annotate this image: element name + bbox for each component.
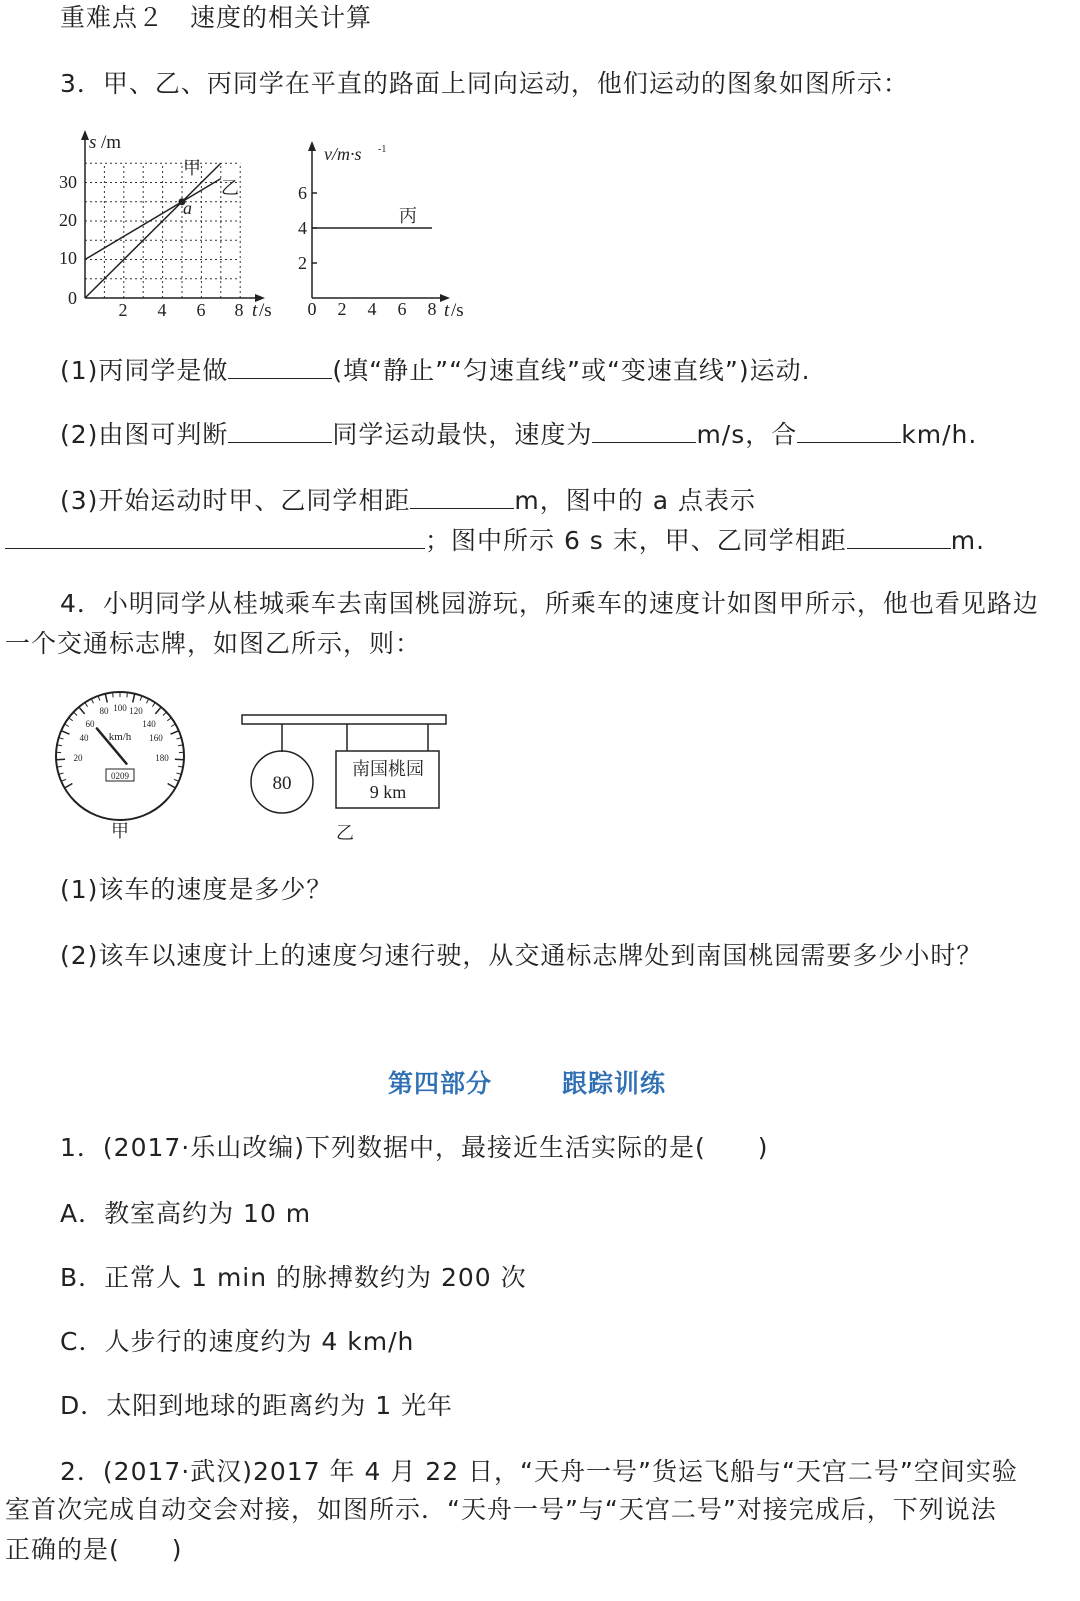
speedo-tick-mark — [146, 699, 148, 703]
st-xtick: 6 — [196, 300, 206, 320]
speedo-tick-mark — [163, 712, 167, 715]
speedo-tick-mark — [61, 731, 69, 735]
t1-option-b: B．正常人 1 min 的脉搏数约为 200 次 — [60, 1263, 527, 1292]
st-ytick: 0 — [68, 288, 77, 308]
label-a: a — [183, 198, 192, 218]
part4-title-a: 第四部分 — [388, 1069, 493, 1098]
st-ylabel-unit: /m — [101, 132, 122, 153]
speedo-tick-mark — [105, 694, 107, 703]
speedo-tick-mark — [79, 707, 85, 714]
q3-p2: (2)由图可判断 同学运动最快，速度为 m/s，合 km/h. — [60, 420, 978, 449]
odometer: 0209 — [111, 771, 129, 781]
answer-blank[interactable] — [410, 484, 514, 509]
st-xtick: 4 — [157, 300, 167, 320]
speedo-tick-mark — [177, 738, 182, 739]
q3-stem: 3．甲、乙、丙同学在平直的路面上同向运动，他们运动的图象如图所示： — [60, 69, 909, 98]
t1-option-c: C．人步行的速度约为 4 km/h — [60, 1327, 415, 1356]
st-ytick: 10 — [59, 248, 77, 268]
speed-tick: 40 — [79, 733, 89, 743]
vt-xlabel-unit: /s — [451, 300, 464, 321]
vt-xtick: 0 — [307, 299, 317, 319]
q4-p2: (2)该车以速度计上的速度匀速行驶，从交通标志牌处到南国桃园需要多少小时？ — [60, 941, 983, 970]
speedo-tick-mark — [152, 703, 155, 707]
answer-blank[interactable] — [5, 524, 425, 549]
vt-xtick: 6 — [397, 299, 407, 319]
label-yi: 乙 — [221, 178, 239, 198]
speedo-tick-mark — [171, 724, 175, 727]
st-xtick: 8 — [234, 300, 244, 320]
vt-ylabel-exp: -1 — [378, 144, 387, 155]
vt-xtick: 2 — [337, 299, 347, 319]
speed-tick: 160 — [149, 733, 163, 743]
t1-stem: 1．(2017·乐山改编)下列数据中，最接近生活实际的是( ) — [60, 1133, 769, 1162]
st-ytick: 20 — [59, 210, 77, 230]
speedo-tick-mark — [73, 712, 77, 715]
speedometer — [50, 684, 200, 854]
answer-blank[interactable] — [592, 418, 696, 443]
vt-xtick: 4 — [367, 299, 377, 319]
series-line-yi — [85, 179, 221, 260]
q4-p1: (1)该车的速度是多少？ — [60, 875, 333, 904]
speedo-tick-mark — [61, 779, 66, 781]
speed-limit: 80 — [272, 773, 292, 794]
answer-blank[interactable] — [228, 418, 332, 443]
sign-caption: 乙 — [336, 823, 354, 843]
series-line-jia — [85, 163, 221, 298]
sign-place: 南国桃园 — [352, 759, 424, 779]
vt-ytick: 4 — [298, 218, 307, 238]
t2-line-3: 正确的是( ) — [5, 1535, 183, 1564]
speedo-tick-mark — [127, 692, 128, 697]
q3-p3-cont: ；图中所示 6 s 末，甲、乙同学相距 m. — [5, 524, 985, 557]
vt-graph — [292, 138, 492, 328]
speedo-tick-mark — [59, 738, 64, 739]
q4-stem-2: 一个交通标志牌，如图乙所示，则： — [5, 629, 422, 658]
sign-distance: 9 km — [369, 782, 407, 802]
t1-option-a: A．教室高约为 10 m — [60, 1199, 312, 1228]
st-ytick: 30 — [59, 172, 77, 192]
speedo-tick-mark — [168, 784, 176, 789]
speedo-tick-mark — [56, 759, 65, 760]
t2-line-1: 2．(2017·武汉)2017 年 4 月 22 日，“天舟一号”货运飞船与“天宫二号”空间实验 — [60, 1457, 1018, 1486]
q3-p1: (1)丙同学是做 (填“静止”“匀速直线”或“变速直线”)运动. — [60, 356, 811, 385]
vt-xtick: 8 — [427, 299, 437, 319]
vt-ytick: 6 — [298, 183, 307, 203]
label-jia: 甲 — [183, 158, 201, 178]
answer-blank[interactable] — [797, 418, 901, 443]
speed-tick: 80 — [99, 706, 109, 716]
speed-tick: 100 — [113, 703, 127, 713]
part4-title-b: 跟踪训练 — [562, 1069, 667, 1098]
speedo-tick-mark — [91, 699, 93, 703]
speedo-tick-mark — [69, 718, 73, 721]
st-xtick: 2 — [118, 300, 128, 320]
q3-p3: (3)开始运动时甲、乙同学相距 m，图中的 a 点表示 — [60, 486, 756, 515]
t1-option-d: D．太阳到地球的距离约为 1 光年 — [60, 1391, 454, 1420]
speed-unit: km/h — [108, 731, 132, 743]
st-xlabel-t: t — [252, 300, 258, 321]
speedo-tick-mark — [171, 731, 179, 735]
vt-ytick: 2 — [298, 253, 307, 273]
speedo-tick-mark — [85, 703, 88, 707]
speedo-tick-mark — [167, 718, 171, 721]
label-bing: 丙 — [399, 206, 417, 226]
vt-ylabel: v/m·s — [324, 144, 362, 164]
speedo-tick-mark — [155, 707, 161, 714]
st-xlabel-unit: /s — [259, 300, 272, 321]
speedo-tick-mark — [133, 694, 135, 703]
speed-tick: 120 — [129, 706, 143, 716]
section-title: 重难点２ 速度的相关计算 — [60, 3, 373, 32]
speed-tick: 20 — [73, 753, 83, 763]
vt-xlabel-t: t — [444, 300, 450, 321]
st-ylabel-s: s — [89, 132, 97, 153]
q4-stem-1: 4．小明同学从桂城乘车去南国桃园游玩，所乘车的速度计如图甲所示，他也看见路边 — [60, 589, 1039, 618]
speedo-tick-mark — [65, 724, 69, 727]
answer-blank[interactable] — [847, 524, 951, 549]
speedo-tick-mark — [177, 773, 182, 774]
speed-tick: 140 — [142, 719, 156, 729]
speedo-tick-mark — [59, 773, 64, 774]
answer-blank[interactable] — [228, 354, 332, 379]
speed-tick: 180 — [155, 753, 169, 763]
st-graph — [55, 128, 295, 328]
speedo-tick-mark — [65, 784, 73, 789]
traffic-sign — [240, 708, 455, 853]
speedo-tick-mark — [175, 759, 184, 760]
t2-line-2: 室首次完成自动交会对接，如图所示．“天舟一号”与“天宫二号”对接完成后，下列说法 — [5, 1495, 997, 1524]
speedo-tick-mark — [174, 779, 179, 781]
speedometer-caption: 甲 — [111, 821, 129, 841]
speed-tick: 60 — [85, 719, 95, 729]
speedo-tick-mark — [113, 692, 114, 697]
